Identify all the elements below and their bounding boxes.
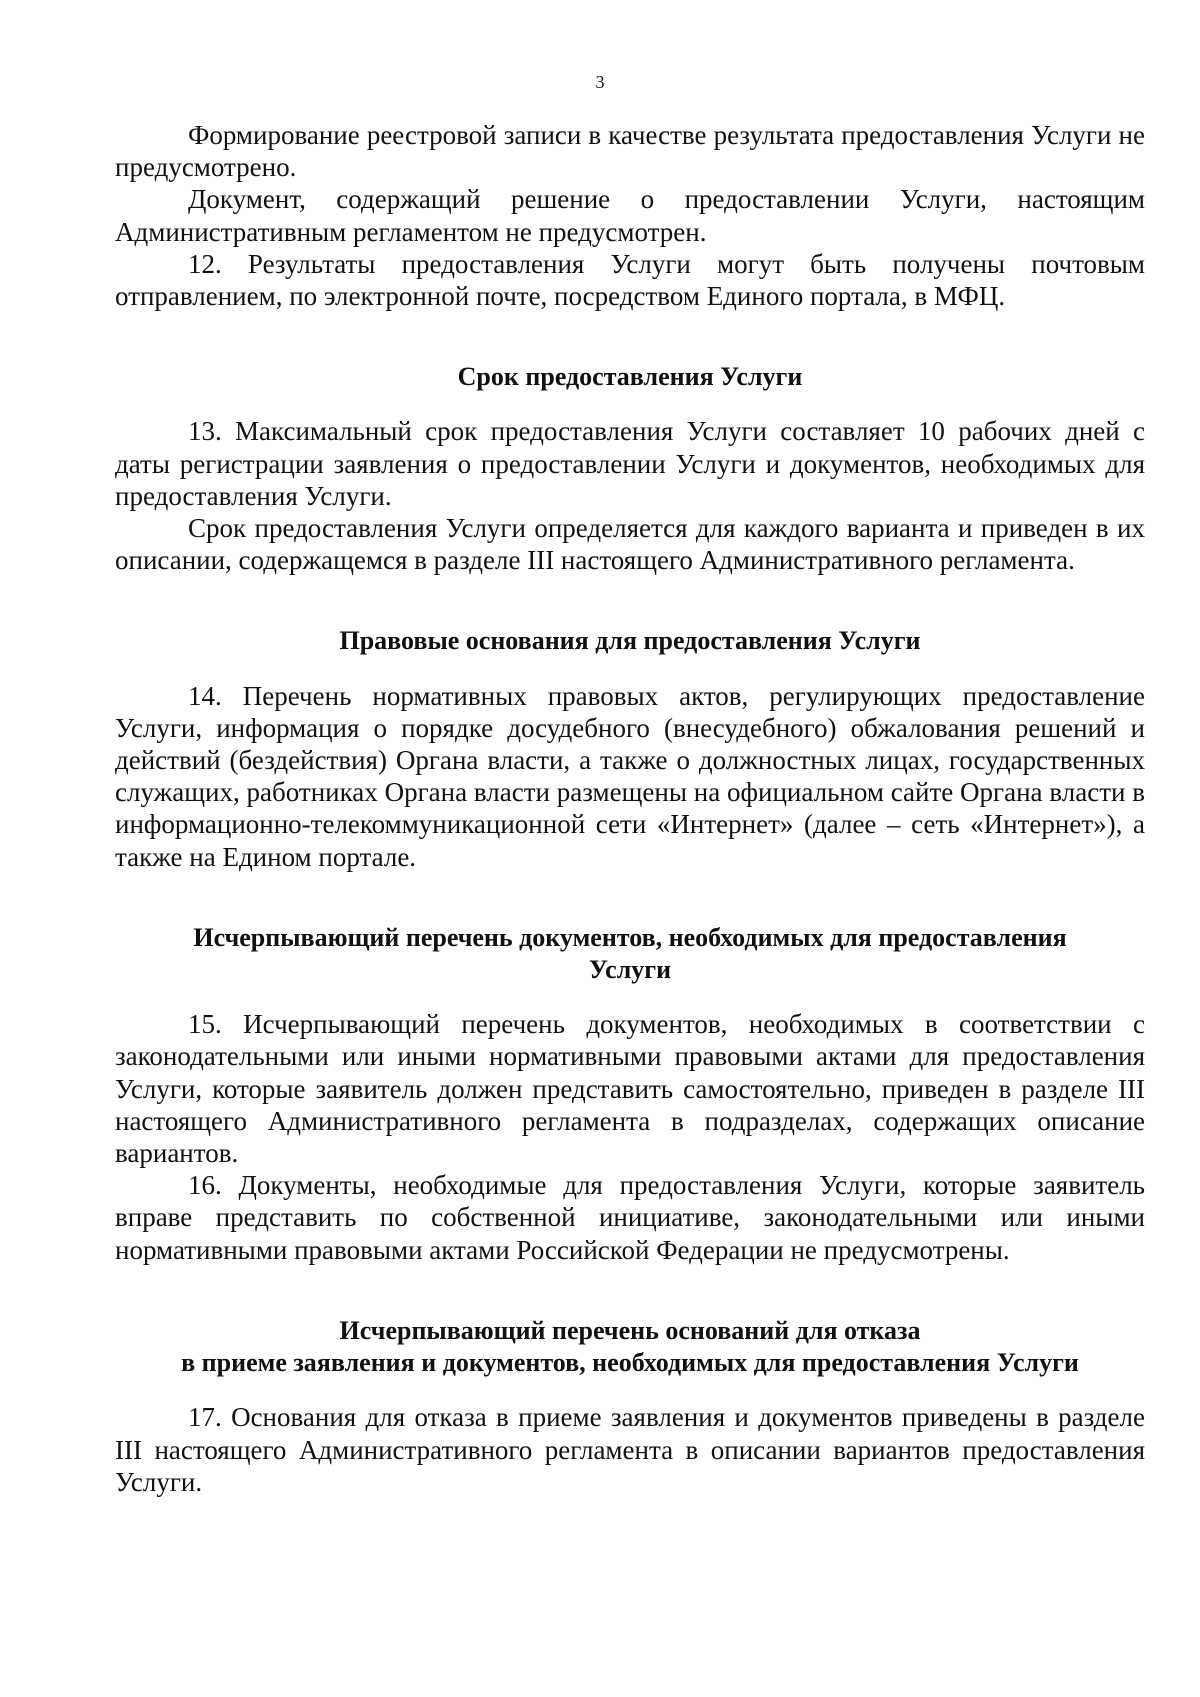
- section-heading-legal-basis: [115, 625, 1145, 657]
- paragraph-14: 14. Перечень нормативных правовых актов, регулирующих предоставление Услуги, информация о порядке досудебного (внесудебного) обжалования решений и действий (бездействия) Органа власти, а также о должностных лицах, государственных служащих, работниках Органа власти размещены на официальном сайте Органа власти в информационно-телекоммуникационной сети «Интернет» (далее – сеть «Интернет»), а также на Едином портале.: [115, 680, 1145, 872]
- section-heading-line: в приеме заявления и документов, необходимых для предоставления Услуги: [181, 1348, 1079, 1378]
- paragraph-15: 15. Исчерпывающий перечень документов, необходимых в соответствии с законодательными или иными нормативными правовыми актами для предоставления Услуги, которые заявитель должен представить самостоятельно, приведен в разделе III настоящего Административного регламента в подразделах, содержащих описание вариантов.: [115, 1009, 1145, 1169]
- section-heading-line: Услуги: [588, 955, 672, 985]
- paragraph-12: 12. Результаты предоставления Услуги могут быть получены почтовым отправлением, по электронной почте, посредством Единого портала, в МФЦ.: [115, 248, 1145, 312]
- section-heading-term: [115, 361, 1145, 393]
- paragraph-17: 17. Основания для отказа в приеме заявления и документов приведены в разделе III настоящего Административного регламента в описании вариантов предоставления Услуги.: [115, 1402, 1145, 1497]
- section-heading-refusal-grounds: [115, 1315, 1145, 1379]
- section-heading-line: Срок предоставления Услуги: [457, 362, 803, 392]
- section-heading-line: Правовые основания для предоставления Услуги: [339, 626, 921, 656]
- paragraph: Формирование реестровой записи в качестве результата предоставления Услуги не предусмотрено.: [115, 120, 1145, 183]
- page-number: 3: [595, 72, 605, 92]
- paragraph-13: 13. Максимальный срок предоставления Услуги составляет 10 рабочих дней с даты регистрации заявления о предоставлении Услуги и документов, необходимых для предоставления Услуги.: [115, 416, 1145, 511]
- paragraph: Срок предоставления Услуги определяется для каждого варианта и приведен в их описании, содержащемся в разделе III настоящего Административного регламента.: [115, 513, 1145, 576]
- document-body: [115, 119, 1145, 1498]
- section-heading-line: Исчерпывающий перечень документов, необходимых для предоставления: [193, 922, 1067, 952]
- paragraph: Документ, содержащий решение о предоставлении Услуги, настоящим Административным регламентом не предусмотрен.: [115, 184, 1145, 247]
- paragraph-16: 16. Документы, необходимые для предоставления Услуги, которые заявитель вправе представить по собственной инициативе, законодательными или иными нормативными правовыми актами Российской Федерации не предусмотрены.: [115, 1170, 1145, 1265]
- section-heading-documents-list: [115, 922, 1145, 986]
- section-heading-line: Исчерпывающий перечень оснований для отказа: [339, 1315, 921, 1345]
